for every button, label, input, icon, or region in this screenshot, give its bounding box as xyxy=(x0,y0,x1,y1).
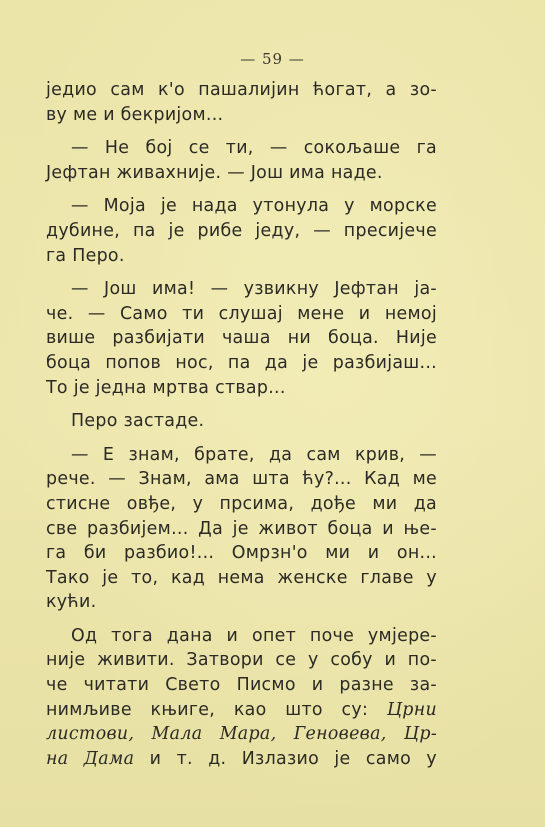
text-segment: — Моја је нада утонула у морске xyxy=(71,196,437,217)
text-line xyxy=(46,103,437,128)
text-segment: ву ме и бекријом... xyxy=(46,104,224,125)
text-segment: рече. — Знам, ама шта ћу?... Кад ме xyxy=(46,469,437,490)
text-line xyxy=(46,467,437,492)
text-line xyxy=(46,409,437,434)
text-segment: више разбијати чаша ни боца. Није xyxy=(46,328,437,349)
text-line xyxy=(46,277,437,302)
text-line xyxy=(46,566,437,591)
text-line xyxy=(46,541,437,566)
text-line xyxy=(46,517,437,542)
text-line xyxy=(46,78,437,103)
text-segment: дубине, па је рибе једу, — пресијече xyxy=(46,220,437,241)
text-segment: нимљиве књиге, као што су: xyxy=(46,699,387,720)
text-line xyxy=(46,244,437,269)
italic-title-text: листови, Мала Мара, Геновева, Цр- xyxy=(46,724,437,745)
text-line xyxy=(46,624,437,649)
text-line xyxy=(46,351,437,376)
text-line xyxy=(46,219,437,244)
text-segment: једио сам к'о пашалијин ћогат, а зо- xyxy=(46,80,437,100)
text-line xyxy=(46,443,437,468)
text-line xyxy=(46,376,437,401)
text-segment: Перо застаде. xyxy=(71,411,205,432)
page-number: — 59 — xyxy=(240,50,305,68)
text-segment: и т. д. Излазио је само у xyxy=(134,748,437,769)
text-line xyxy=(46,194,437,219)
text-line xyxy=(46,492,437,517)
text-segment: Јефтан живахније. — Још има наде. xyxy=(46,162,383,183)
text-line xyxy=(46,673,437,698)
text-segment: че читати Свето Писмо и разне за- xyxy=(46,675,437,696)
text-line xyxy=(46,747,437,772)
text-segment: че. — Само ти слушај мене и немој xyxy=(46,303,437,324)
text-segment: Од тога дана и опет поче умјере- xyxy=(71,625,437,646)
text-line xyxy=(46,136,437,161)
text-segment: — Још има! — узвикну Јефтан ја- xyxy=(71,279,437,300)
text-segment: није живити. Затвори се у собу и по- xyxy=(46,650,437,671)
text-segment: — Е знам, брате, да сам крив, — xyxy=(71,444,437,465)
text-line xyxy=(46,648,437,673)
text-line xyxy=(46,161,437,186)
text-segment: — Не бој се ти, — сокољаше га xyxy=(71,138,437,159)
italic-title-text: на Дама xyxy=(46,748,135,769)
text-line xyxy=(46,326,437,351)
text-line xyxy=(46,722,437,747)
text-segment: Тако је то, кад нема женске главе у xyxy=(46,567,437,588)
italic-title-text: Црни xyxy=(386,699,437,720)
text-line xyxy=(46,590,437,615)
text-line xyxy=(46,698,437,723)
text-segment: То је једна мртва ствар... xyxy=(46,377,286,398)
text-segment: стисне овђе, у прсима, дође ми да xyxy=(46,493,437,514)
text-segment: кући. xyxy=(46,592,97,613)
text-line xyxy=(46,302,437,327)
text-segment: га Перо. xyxy=(46,245,125,266)
text-segment: боца попов нос, па да је разбијаш... xyxy=(46,352,437,373)
text-segment: га би разбио!... Омрзн'о ми и он... xyxy=(46,543,437,564)
text-segment: све разбијем... Да је живот боца и ње- xyxy=(46,518,437,539)
body-text xyxy=(46,78,437,771)
